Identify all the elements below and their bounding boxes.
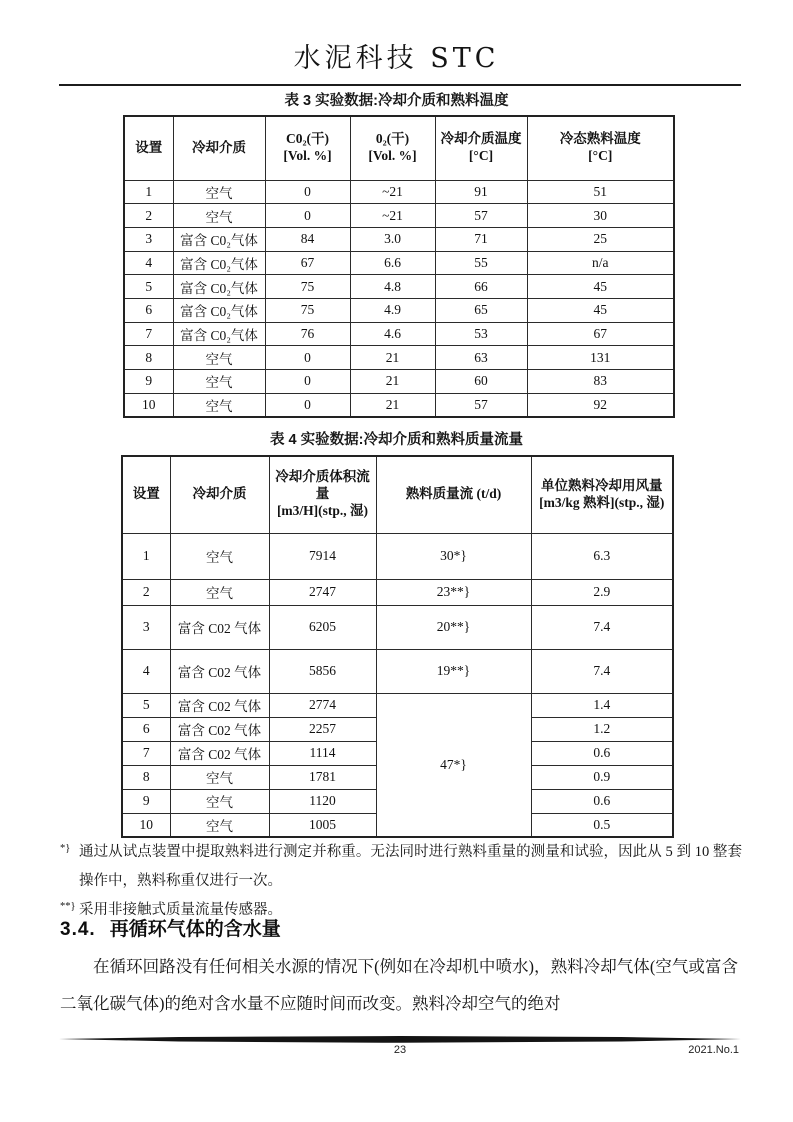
table-cell: 1114 [269,741,376,765]
table-cell: 21 [350,346,435,370]
table-cell: 60 [435,370,527,394]
table-cell: 92 [527,393,674,417]
table-cell: 6.3 [531,533,673,579]
table-cell: 45 [527,298,674,322]
merged-table-cell: 47*} [376,693,531,837]
table-row [122,579,673,605]
table-cell: 空气 [173,393,265,417]
table-cell: 91 [435,180,527,204]
section-heading [60,914,281,941]
table-row [124,227,674,251]
table-cell: 30*} [376,533,531,579]
table-cell: 10 [122,813,170,837]
table-cell: 富含 C02 气体 [170,693,269,717]
column-header-line: 熟料质量流 (t/d) [405,486,502,502]
column-header-line: 设置 [132,486,160,502]
table-cell: 131 [527,346,674,370]
table-cell: 7 [122,741,170,765]
table-cell: 富含 C0₂气体 [173,251,265,275]
table-cell: 0 [265,346,350,370]
table-cell: 65 [435,298,527,322]
table-row [122,533,673,579]
column-header [531,456,673,533]
column-header-line: 单位熟料冷却用风量 [541,477,663,493]
table-cell: 23**} [376,579,531,605]
table-cell: 0 [265,204,350,228]
table-cell: 2747 [269,579,376,605]
column-header-line: 0₂(干) [375,131,410,147]
header-row [122,456,673,533]
table-cell: 0 [265,393,350,417]
table-cell: 3 [124,227,173,251]
table-cell: 19**} [376,649,531,693]
table-cell: 富含 C0₂气体 [173,227,265,251]
table-cell: ~21 [350,204,435,228]
table-cell: 25 [527,227,674,251]
table4 [121,455,674,838]
table-cell: 6 [122,717,170,741]
column-header-line: 冷态熟料温度 [559,131,641,147]
table-cell: 4.8 [350,275,435,299]
footnote-2-marker: **} [60,901,76,912]
table-row [124,322,674,346]
table-cell: 空气 [173,204,265,228]
table-row [124,298,674,322]
table-cell: 2257 [269,717,376,741]
header-rule [59,84,741,86]
table-cell: 4 [124,251,173,275]
issue-label: 2021.No.1 [688,1044,739,1056]
column-header [527,116,674,180]
column-header [269,456,376,533]
column-header-line: [°C] [468,148,494,164]
table-cell: n/a [527,251,674,275]
table-row [124,275,674,299]
table-cell: 7.4 [531,649,673,693]
table-cell: 2 [124,204,173,228]
data-table [121,455,674,838]
table-cell: 51 [527,180,674,204]
table-cell: 空气 [170,533,269,579]
table-cell: 8 [124,346,173,370]
table-cell: 1 [124,180,173,204]
table-cell: 7 [124,322,173,346]
table-cell: 57 [435,204,527,228]
table-row [124,204,674,228]
table-cell: 71 [435,227,527,251]
table-cell: 富含 C02 气体 [170,741,269,765]
table3-caption: 表 3 实验数据:冷却介质和熟料温度 [284,93,509,109]
table-cell: 1005 [269,813,376,837]
column-header-line: [m3/kg 熟料](stp., 湿) [539,494,665,510]
table-cell: 富含 C0₂气体 [173,275,265,299]
table-cell: 空气 [173,346,265,370]
table-row [122,605,673,649]
table-cell: 3.0 [350,227,435,251]
header-row [124,116,674,180]
table-cell: 5 [122,693,170,717]
table-cell: 45 [527,275,674,299]
table-cell: 空气 [170,813,269,837]
section-title: 再循环气体的含水量 [109,919,281,940]
table-cell: 空气 [173,180,265,204]
column-header-line: [m3/H](stp., 湿) [276,503,369,519]
table-cell: 2.9 [531,579,673,605]
table-cell: 4 [122,649,170,693]
table-cell: 0 [265,180,350,204]
table-cell: 6205 [269,605,376,649]
column-header-line: [Vol. %] [368,148,417,164]
footnote-2-text: 采用非接触式质量流量传感器。 [79,902,282,918]
column-header [170,456,269,533]
body-paragraph: 在循环回路没有任何相关水源的情况下(例如在冷却机中喷水)，熟料冷却气体(空气或富含二氧化碳气体)的绝对含水量不应随时间而改变。熟料冷却空气的绝对 [60,957,738,1013]
table-row [122,649,673,693]
table-cell: 1 [122,533,170,579]
table-cell: 66 [435,275,527,299]
table-cell: 75 [265,275,350,299]
table-cell: 21 [350,370,435,394]
table-cell: 7.4 [531,605,673,649]
column-header [350,116,435,180]
table-cell: 67 [265,251,350,275]
table-cell: 30 [527,204,674,228]
journal-title: 水泥科技 STC [293,43,500,74]
column-header-line: [°C] [588,148,613,164]
table-cell: 10 [124,393,173,417]
table-row [124,393,674,417]
table-cell: 8 [122,765,170,789]
column-header-line: 冷却介质温度 [440,131,522,147]
table-cell: 83 [527,370,674,394]
table-cell: ~21 [350,180,435,204]
table-row [124,370,674,394]
column-header [122,456,170,533]
section-number: 3.4. [60,919,96,940]
column-header [376,456,531,533]
column-header [173,116,265,180]
table-cell: 富含 C0₂气体 [173,298,265,322]
table-cell: 6 [124,298,173,322]
footnote-1-marker: *} [60,843,71,854]
page-footer [59,1044,741,1060]
table-cell: 0.6 [531,741,673,765]
table-cell: 4.9 [350,298,435,322]
table-cell: 0 [265,370,350,394]
table-cell: 富含 C02 气体 [170,649,269,693]
table-cell: 3 [122,605,170,649]
column-header [124,116,173,180]
table-cell: 富含 C02 气体 [170,605,269,649]
table-cell: 20**} [376,605,531,649]
table-cell: 21 [350,393,435,417]
table3 [123,115,675,418]
table-cell: 7914 [269,533,376,579]
table-cell: 5856 [269,649,376,693]
table4-caption: 表 4 实验数据:冷却介质和熟料质量流量 [270,432,523,448]
table-cell: 空气 [170,789,269,813]
column-header-line: 设置 [135,139,163,155]
footnotes [60,838,742,925]
table-cell: 空气 [173,370,265,394]
column-header [435,116,527,180]
table-cell: 0.9 [531,765,673,789]
table-cell: 75 [265,298,350,322]
table-cell: 0.5 [531,813,673,837]
table-cell: 2774 [269,693,376,717]
table-cell: 9 [124,370,173,394]
page-number: 23 [393,1044,407,1056]
table-row [122,693,673,717]
table-row [124,346,674,370]
table-cell: 55 [435,251,527,275]
footnote-1-text: 通过从试点装置中提取熟料进行测定并称重。无法同时进行熟料重量的测量和试验，因此从 5 到 10 整套操作中，熟料称重仅进行一次。 [79,844,742,889]
table-cell: 富含 C0₂气体 [173,322,265,346]
table-cell: 53 [435,322,527,346]
column-header-line: C0₂(干) [285,131,330,147]
table-cell: 6.6 [350,251,435,275]
column-header-line: 冷却介质 [192,486,247,502]
table-cell: 1.2 [531,717,673,741]
table-row [124,180,674,204]
table-cell: 84 [265,227,350,251]
table-cell: 76 [265,322,350,346]
table-cell: 1120 [269,789,376,813]
data-table [123,115,675,418]
table-cell: 4.6 [350,322,435,346]
table-cell: 57 [435,393,527,417]
table-cell: 1781 [269,765,376,789]
table-cell: 2 [122,579,170,605]
column-header-line: [Vol. %] [283,148,332,164]
table-cell: 空气 [170,765,269,789]
column-header-line: 冷却介质 [192,139,246,155]
column-header-line: 冷却介质体积流量 [275,469,370,502]
table-cell: 67 [527,322,674,346]
footnote-1 [60,838,742,896]
table-cell: 5 [124,275,173,299]
table-cell: 空气 [170,579,269,605]
column-header [265,116,350,180]
table-cell: 9 [122,789,170,813]
table-cell: 0.6 [531,789,673,813]
table-cell: 1.4 [531,693,673,717]
table-cell: 富含 C02 气体 [170,717,269,741]
table-cell: 63 [435,346,527,370]
footer-rule [59,1036,741,1043]
table-row [124,251,674,275]
